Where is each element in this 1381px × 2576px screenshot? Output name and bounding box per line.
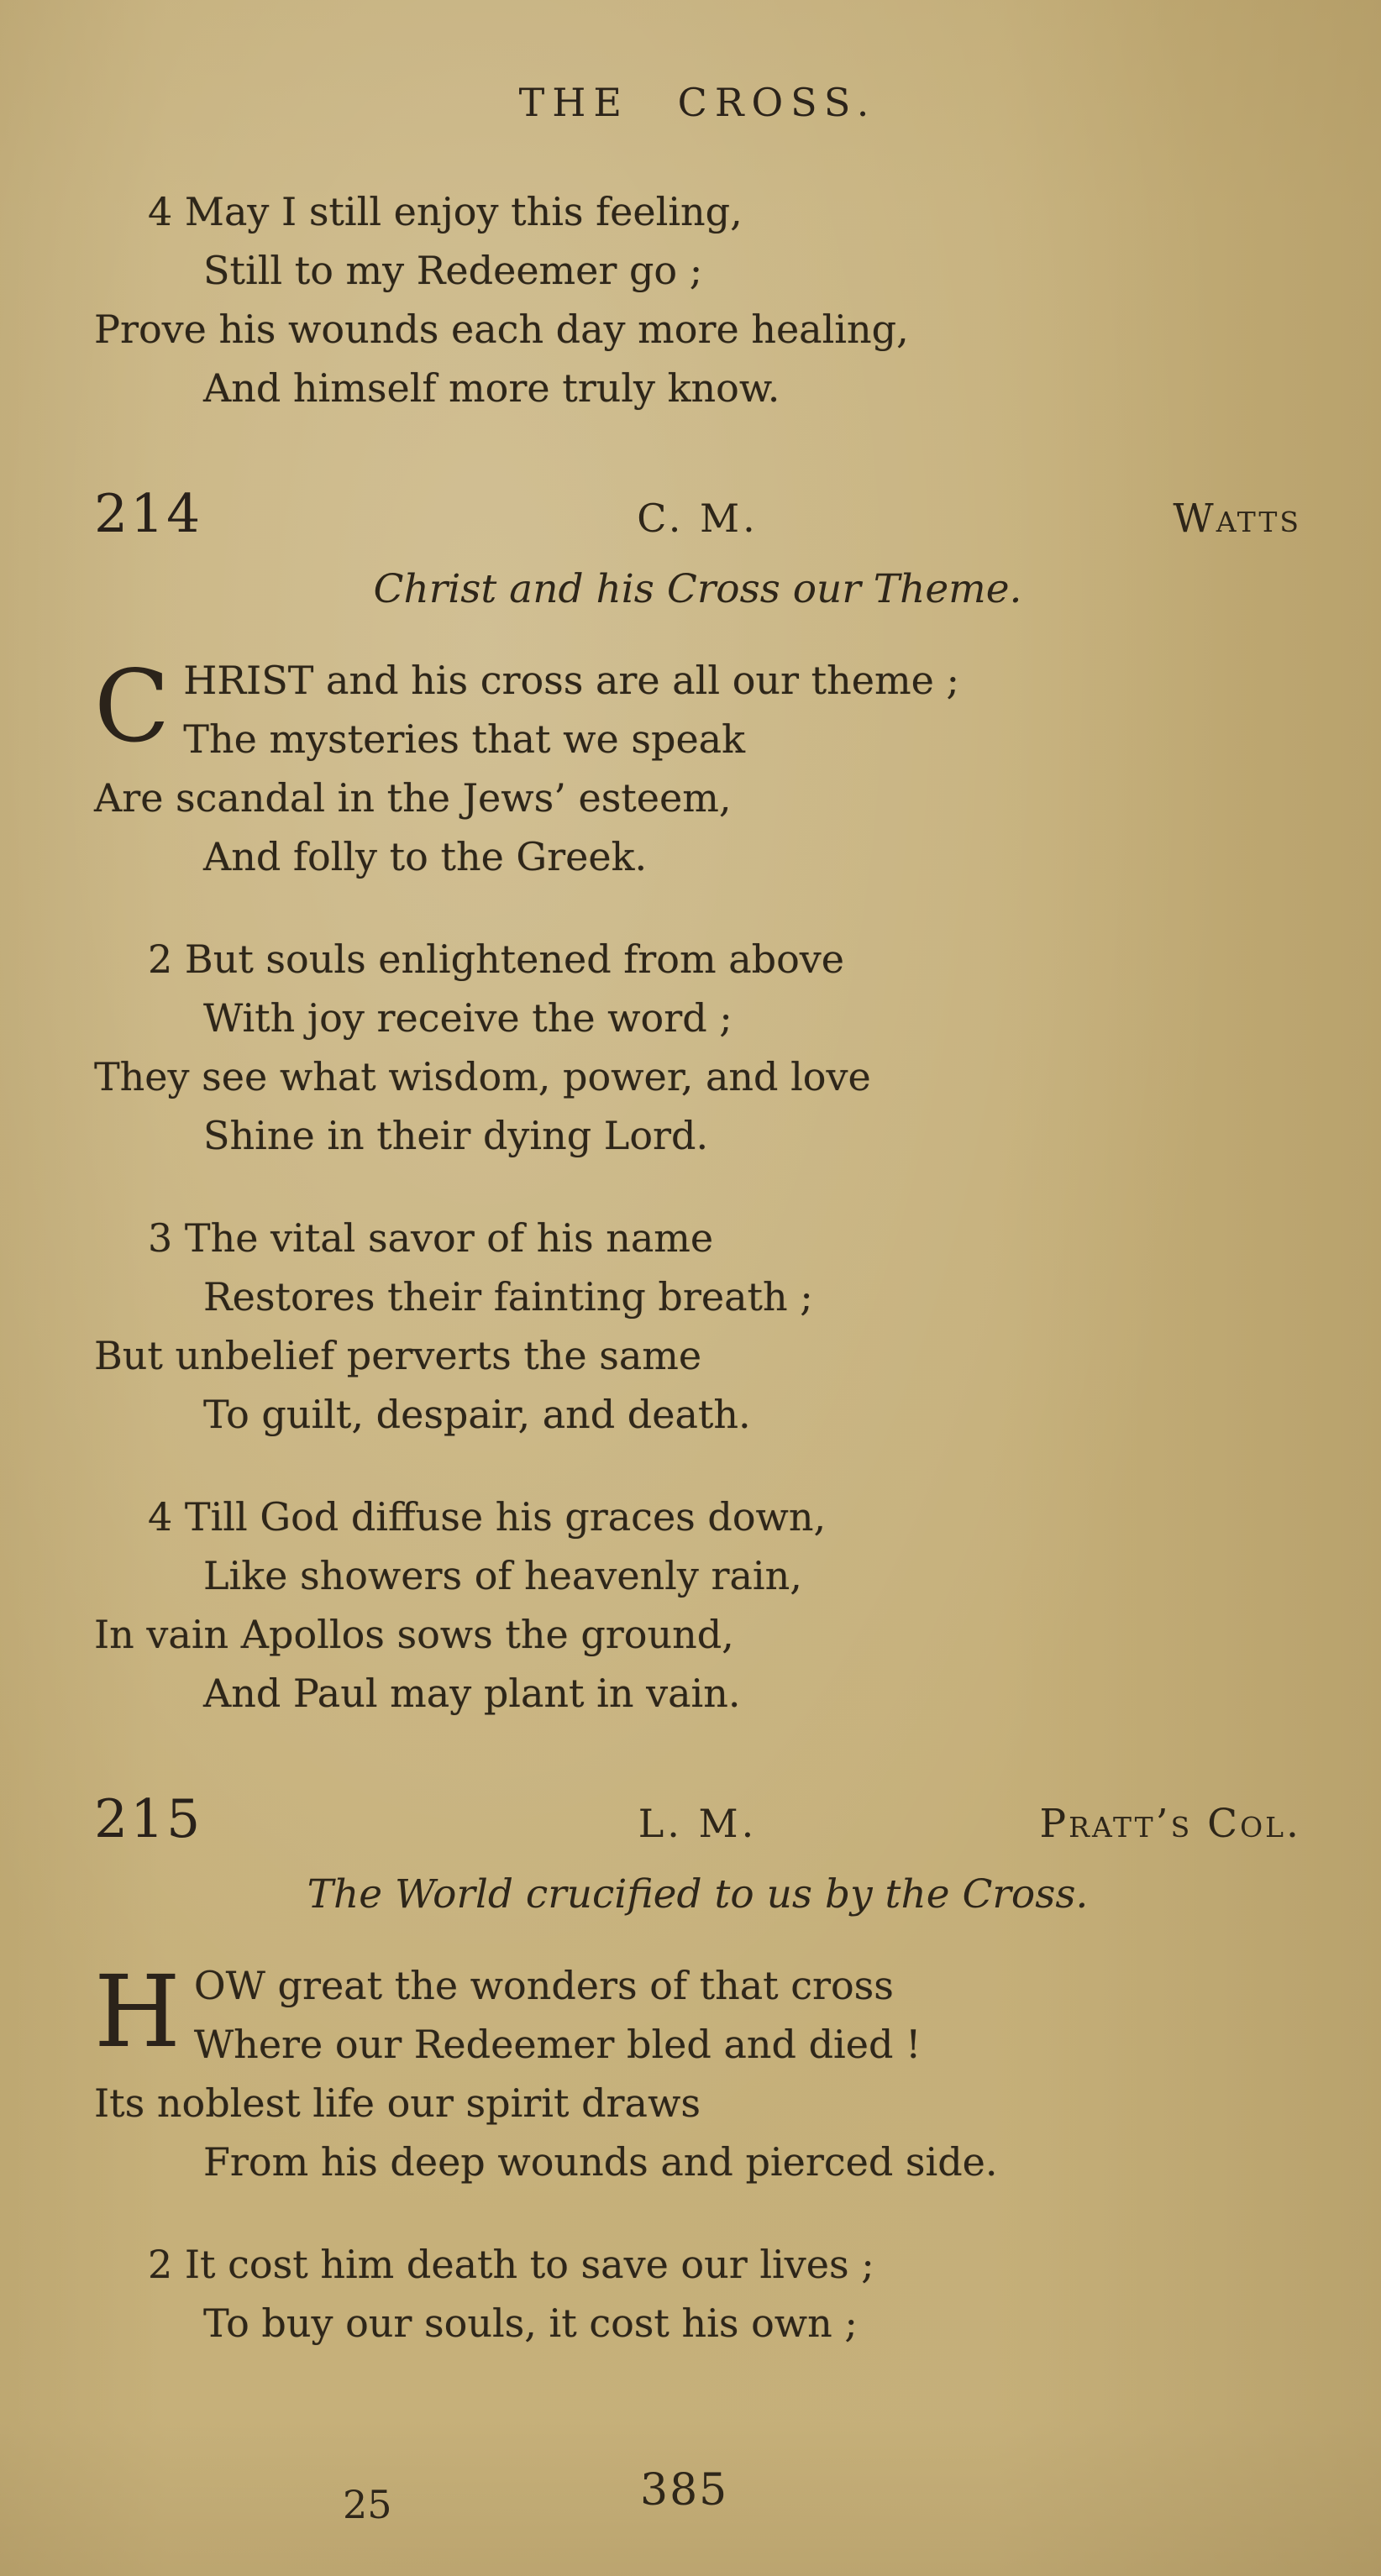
hymn-215-section	[94, 1788, 1301, 2353]
continuation-stanza	[94, 182, 1301, 417]
verse-line: Prove his wounds each day more healing,	[94, 307, 909, 352]
opening-stanza	[94, 1956, 1301, 2191]
stanza	[94, 1487, 1301, 1723]
stanza	[94, 930, 1301, 1165]
drop-cap-initial: H	[94, 1954, 181, 2070]
verse-line: Its noblest life our spirit draws	[94, 2080, 701, 2126]
verse-line: Shine in their dying Lord.	[203, 1113, 709, 1158]
hymn-number: 215	[94, 1788, 203, 1849]
hymn-attribution: Watts	[1173, 496, 1301, 542]
stanza	[94, 2235, 1301, 2353]
hymn-meter: L. M.	[638, 1801, 758, 1846]
verse-line: To guilt, despair, and death.	[203, 1392, 751, 1437]
verse-line: Where our Redeemer bled and died !	[193, 2022, 922, 2067]
verse-line: Like showers of heavenly rain,	[203, 1553, 802, 1598]
verse-line: OW great the wonders of that cross	[193, 1963, 894, 2008]
verse-line: The mysteries that we speak	[183, 716, 745, 762]
hymn-214-section	[94, 483, 1301, 1723]
verse-line: 4 Till God diffuse his graces down,	[148, 1494, 827, 1540]
verse-line: But unbelief perverts the same	[94, 1333, 702, 1378]
verse-line: They see what wisdom, power, and love	[94, 1054, 871, 1099]
verse-line: 2 It cost him death to save our lives ;	[148, 2242, 874, 2287]
verse-line: HRIST and his cross are all our theme ;	[183, 658, 959, 703]
hymn-meter: C. M.	[637, 496, 759, 541]
hymn-attribution: Pratt’s Col.	[1039, 1801, 1301, 1847]
drop-cap-initial: C	[94, 648, 171, 764]
verse-line: To buy our souls, it cost his own ;	[203, 2301, 858, 2346]
hymn-heading	[94, 1788, 1301, 1849]
verse-line: Still to my Redeemer go ;	[203, 248, 703, 293]
hymn-title: Christ and his Cross our Theme.	[373, 566, 1022, 612]
page-footer	[0, 2442, 1381, 2576]
hymn-title: The World crucified to us by the Cross.	[307, 1871, 1089, 1918]
opening-stanza	[94, 648, 1301, 886]
verse-line: From his deep wounds and pierced side.	[203, 2139, 998, 2185]
hymn-number: 214	[94, 483, 203, 544]
verse-line: Restores their fainting breath ;	[203, 1274, 813, 1319]
verse-line: 4 May I still enjoy this feeling,	[148, 189, 743, 234]
verse-line: 3 The vital savor of his name	[148, 1215, 714, 1261]
verse-line: And Paul may plant in vain.	[203, 1671, 741, 1716]
verse-line: Are scandal in the Jews’ esteem,	[94, 775, 732, 821]
running-header: THE CROSS.	[518, 80, 877, 125]
verse-line: 2 But souls enlightened from above	[148, 936, 844, 982]
stanza	[94, 1209, 1301, 1444]
hymn-heading	[94, 483, 1301, 544]
verse-line: And folly to the Greek.	[203, 834, 648, 879]
verse-line: With joy receive the word ;	[203, 995, 733, 1041]
verse-line: And himself more truly know.	[203, 365, 780, 411]
signature-mark: 25	[343, 2482, 392, 2527]
verse-line: In vain Apollos sows the ground,	[94, 1612, 734, 1657]
page-number: 385	[640, 2465, 729, 2516]
